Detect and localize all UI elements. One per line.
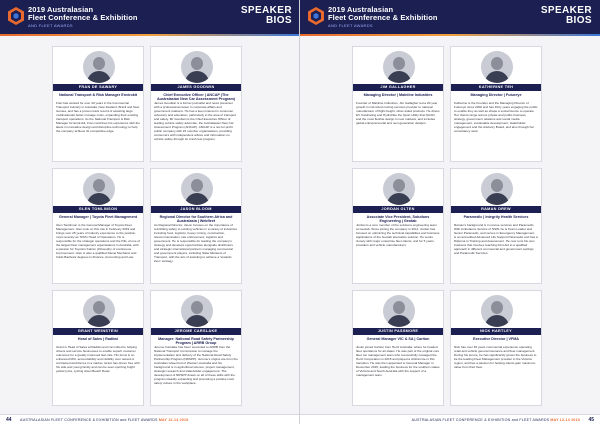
speaker-photo: [181, 173, 213, 205]
speaker-role: Head of Sales | Radiiwi: [77, 337, 119, 341]
conference-logo-icon: [308, 7, 324, 25]
speaker-photo: [383, 295, 415, 327]
speaker-card: [352, 168, 444, 284]
speaker-name: KATHERINE TEH: [451, 84, 541, 91]
conference-logo-icon: [8, 7, 24, 25]
speaker-name: FRAN DE SAWARY: [53, 84, 143, 91]
speaker-name: JUSTIN PASSMORE: [353, 328, 443, 335]
speaker-role: Managing Director | Futureye: [470, 93, 522, 97]
brand-line1: 2019 Australasian: [28, 5, 94, 14]
footer-text: AUSTRALASIAN FLEET CONFERENCE & EXHIBITION and FLEET AWARDS MAY 12-14 2019: [20, 417, 189, 422]
speaker-card: [150, 46, 242, 162]
footer-date: MAY 12-14 2019: [550, 417, 580, 422]
speaker-role: Chief Executive Officer | ANCAP (The Australasian New Car Assessment Program): [157, 93, 235, 102]
conference-brand: [28, 6, 138, 28]
speaker-card: [52, 168, 144, 284]
speaker-bio: Jordan is a core member of the solutions engineering team at Geotab. Since joining the company in 2011, Jordan has focused on optimizing the technical capabilities and business applications of the Geotab telematics solution. He works closely with major enterprise fleet clients, and for 5 years, providers and vehicle manufacturers.: [356, 224, 440, 247]
footer-date: MAY 12-14 2019: [158, 417, 189, 422]
speaker-role: National Transport & Risk Manager Envirokit: [58, 93, 138, 97]
speaker-role: General Manager | Toyota Fleet Management: [58, 215, 137, 219]
speaker-card: [450, 290, 542, 406]
speaker-photo: [181, 51, 213, 83]
speaker-role: Managing Director | Mainline Industries: [363, 93, 433, 97]
brand-line2: Fleet Conference & Exhibition: [328, 12, 438, 22]
speaker-bio: Grant is Head of Sales at Radiiwi and committed to helping drivers and service businesses to enable superb customer outcomes for a greatly improved last-mile. His focus is on enhanced ROI, accountability and visibility over owned or contracted workforces in a market. Grant has driven free with his wife and young family and can be seen sporting bright yellow lycra, cycling down Beach Road.: [56, 346, 140, 373]
speaker-card: [150, 290, 242, 406]
speaker-photo: [83, 173, 115, 205]
speaker-role: Manager: National Road Safety Partnership Program | ARRB Group: [158, 337, 234, 346]
footer-text: AUSTRALASIAN FLEET CONFERENCE & EXHIBITION and FLEET AWARDS MAY 12-14 2019: [411, 417, 580, 422]
header-accent-bar: [0, 34, 300, 36]
speaker-card: [52, 46, 144, 162]
speaker-name: GRANT WEINSTEIN: [53, 328, 143, 335]
header-accent-bar: [300, 34, 600, 36]
speaker-card: [352, 46, 444, 162]
page-number: 44: [6, 417, 12, 423]
speaker-name: GLEN TOMLINSON: [53, 206, 143, 213]
page-footer: [300, 414, 600, 424]
speaker-role: Regional Director for Southern Africa and Australasia | Webfleet: [159, 215, 233, 224]
speaker-role: Executive Director | VFMA: [473, 337, 519, 341]
page-header: [300, 0, 600, 36]
speaker-role: Paramedic | Integrity Health Services: [463, 215, 529, 219]
speaker-name: JAMES GOODWIN: [151, 84, 241, 91]
speaker-photo: [181, 295, 213, 327]
speaker-role: General Manager VIC & SA | Carlton: [366, 337, 430, 341]
speaker-bio: James Goodwin is a former journalist and news presenter with a professional career in corporate affairs and government relations. He has a keen interest in consumer advocacy and education, particularly in the area of transport and safety. Mr Goodwin is the Chief Executive Officer of leading vehicle safety advocate, the Australasian New Car Assessment Program (ANCAP). ANCAP is a not-for-profit public company with 23 member organisations, providing consumers with independent advice and information on vehicle safety through its crash test program.: [154, 102, 237, 141]
page-title: SPEAKER BIOS: [240, 5, 292, 26]
speaker-name: JASON BLOOM: [151, 206, 241, 213]
right-page: [300, 0, 600, 424]
page-footer: [0, 414, 300, 424]
speaker-bio: Fran has worked for over 40 years in the Commercial Transport industry in Australia, New Zealand, Brazil and New Guinea, and has a proven track record of assisting large multinationals better manage costs, expanding their existing transport operations. As the National Transport & Risk Manager for Envirokit, Fran combines his experience with the latest in innovative design and disruptive technology to help the company achieve its competitive edge.: [56, 102, 140, 133]
speaker-card: [450, 46, 542, 162]
page-header: [0, 0, 300, 36]
speaker-card: [352, 290, 444, 406]
speaker-bio: As Regional Director, Jason focuses on the importance of retrofitting safety to existing vehicles in a variety of industries including food, logistics, heavy mining, construction, telecommunication, law enforcement, logistics and government. He is responsible for leading the company's strategy and develops opportunities alongside distributors and strategic international partners managing commercial and government players, including State Ministers of Transport, with the aim of assisting to achieve a 'towards Zero' strategy.: [154, 224, 238, 263]
speaker-photo: [481, 51, 513, 83]
speaker-photo: [383, 51, 415, 83]
speaker-bio: Nick has over 30 years commercial experience operating retail and vehicle general insurance and fleet management. During his tenure, he has significantly grown the business to be the leading Fleet Management provider in the Victoria region, and has a passion for helping clients gain maximum value from their fleet.: [454, 346, 537, 369]
conference-brand: [328, 6, 438, 28]
speaker-name: NICK HARTLEY: [451, 328, 541, 335]
speaker-card: [450, 168, 542, 284]
speaker-bio: Founder of Mainline Industries, Jim Gallagher led a 20-year growth in mid-sized costing services provider to national manufacturer of flight-freight, silver-sided products. He drives EV Carsharing and Hydrobike the Sport Utility that QUAD, and the most flexible design in new markets, and includes global entrepreneurial and next generation designs.: [356, 102, 440, 125]
speaker-name: RAMAN DREW: [451, 206, 541, 213]
speaker-photo: [481, 295, 513, 327]
speaker-card: [150, 168, 242, 284]
speaker-card: [52, 290, 144, 406]
speaker-name: JORDAN OLTEN: [353, 206, 443, 213]
speaker-photo: [83, 295, 115, 327]
speaker-bio: Jerome Carslake has been seconded to ARRB from the National Transport Commission to manage the implementation and delivery of the National Road Safety Partnership Program (NRSPP). Jerome's origins are from the Australian wheel belt of Western Australia and his background is in agricultural science, project management, strategic research and stakeholder engagement. The development of NRSPP draws on all of these skills with the program steadily expanding and promoting a positive road safety culture in the workplace.: [154, 346, 238, 385]
speaker-name: JIM GALLAGHER: [353, 84, 443, 91]
brand-line1: 2019 Australasian: [328, 5, 394, 14]
speaker-photo: [383, 173, 415, 205]
brand-sub: AND FLEET AWARDS: [28, 22, 73, 28]
speaker-bio: Katherine is the Founder and the Managing Director of Futureye since 2002 and has thirty years engaging the public to enable they as well as shape a social licence to operate. Her clients range across private and public business, strategy, government relations and social media management, sustainable development, stakeholder engagement and the Advisory Board, and also through her consultancy work.: [454, 102, 538, 133]
speaker-role: Associate Vice President, Solutions Engineering | Geotab: [366, 215, 430, 224]
speaker-bio: Raman's background is in rescue services and Paramedic. With Ambulance Service of NSW, he is Team Leader and Senior Paramedic, and serves in Emergency Management, is an accredited Advanced Life Support Paramedic and has a Diploma in Training and Assessment. He now runs his own business that involves teaching First Aid to a qualified approach in different commercial and government settings and Paramedic Services.: [454, 224, 538, 255]
speaker-bio: Glen Tomlinson is the General Manager of Toyota Fleet Management. Glen took on this role in February 2019 and brings over 25 years of industry experience to the position, most recently as TFM's Head of Operations. He is responsible for the strategic operations and the P&L of one of the largest fleet management organisations in Australia, with a passion for Toyota's Kaizen philosophy of continuous improvement. Glen is also a qualified Diesel Mechanic and holds Bachelor degrees in Finance, Accounting and Law.: [56, 224, 140, 259]
speaker-name: JEROME CARSLAKE: [151, 328, 241, 335]
speaker-photo: [83, 51, 115, 83]
brand-line2: Fleet Conference & Exhibition: [28, 12, 138, 22]
speaker-photo: [481, 173, 513, 205]
brand-sub: AND FLEET AWARDS: [328, 22, 373, 28]
speaker-bio: Justin joined Carlton from Hertz Australia, where he headed fleet operations for all states. He was part of the original core fleet car management team who successfully managed the Hertz Corporation in 2015 and played a critical role in this transition. He was then appointed to General Manager in December 2015, leading the business for the southern states of Victoria and South Australia with the support of a management team.: [356, 346, 440, 377]
page-number: 45: [588, 417, 594, 423]
page-title: SPEAKER BIOS: [540, 5, 592, 26]
